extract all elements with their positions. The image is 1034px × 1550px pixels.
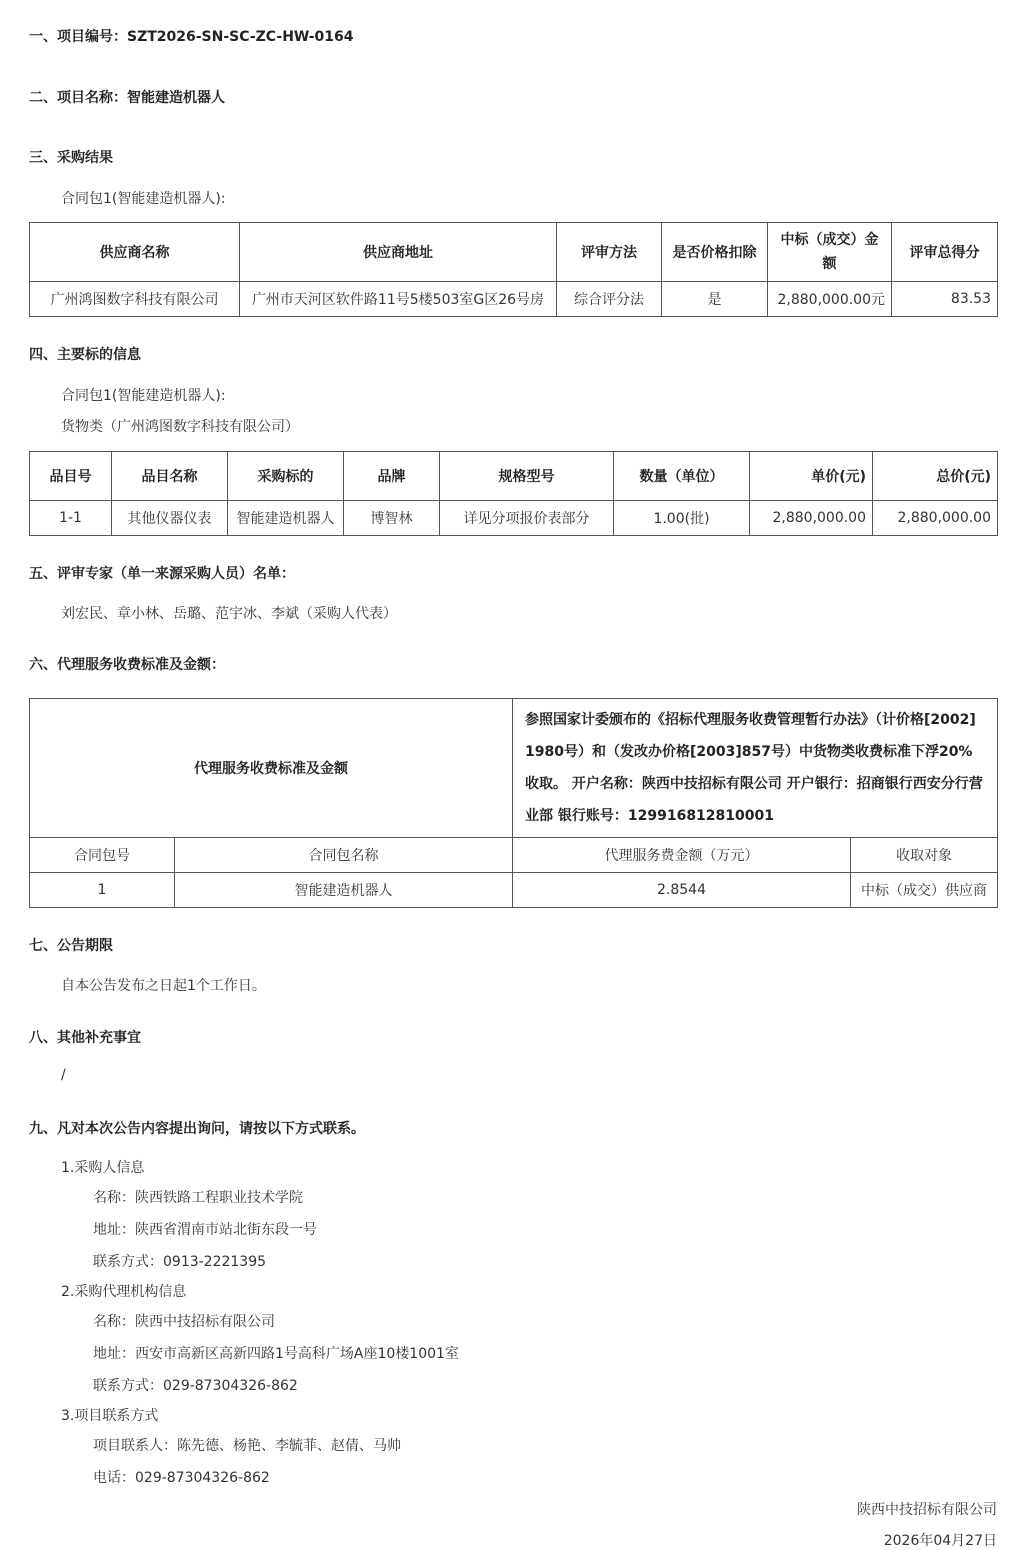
table-cell: 2,880,000.00元 bbox=[768, 282, 892, 317]
col-header: 是否价格扣除 bbox=[662, 223, 768, 282]
col-header: 品目名称 bbox=[112, 452, 228, 501]
col-header: 品牌 bbox=[344, 452, 440, 501]
agency-name: 名称：陕西中技招标有限公司 bbox=[93, 1314, 275, 1330]
table-cell: 83.53 bbox=[892, 282, 998, 317]
table-cell: 是 bbox=[662, 282, 768, 317]
col-header: 合同包名称 bbox=[175, 838, 513, 873]
col-header: 供应商地址 bbox=[240, 223, 557, 282]
col-header: 数量（单位） bbox=[614, 452, 750, 501]
table-row bbox=[30, 282, 998, 317]
footer-organization: 陕西中技招标有限公司 bbox=[857, 1502, 997, 1518]
table-cell: 其他仪器仪表 bbox=[112, 501, 228, 536]
table-cell: 广州鸿图数字科技有限公司 bbox=[30, 282, 240, 317]
col-header: 单价(元) bbox=[750, 452, 873, 501]
col-header: 采购标的 bbox=[228, 452, 344, 501]
table-cell: 2,880,000.00 bbox=[873, 501, 998, 536]
table-cell: 广州市天河区软件路11号5楼503室G区26号房 bbox=[240, 282, 557, 317]
section-procurement-result-title: 三、采购结果 bbox=[29, 150, 113, 166]
section-contact-title: 九、凡对本次公告内容提出询问，请按以下方式联系。 bbox=[29, 1121, 365, 1137]
items-table bbox=[29, 451, 998, 536]
project-contact-phone: 电话：029-87304326-862 bbox=[93, 1470, 270, 1486]
agency-fee-table bbox=[29, 698, 998, 908]
fee-standard-description: 参照国家计委颁布的《招标代理服务收费管理暂行办法》（计价格[2002]1980号）和（发改办价格[2003]857号）中货物类收费标准下浮20%收取。 开户名称：陕西中技招标有限公司 开户银行：招商银行西安分行营业部 银行账号：129916812810001 bbox=[513, 699, 998, 838]
section-other-matters-title: 八、其他补充事宜 bbox=[29, 1030, 141, 1046]
table-row bbox=[30, 873, 998, 908]
project-number: 一、项目编号：SZT2026-SN-SC-ZC-HW-0164 bbox=[29, 29, 354, 45]
fee-standard-label: 代理服务收费标准及金额 bbox=[30, 699, 513, 838]
table-header-row bbox=[30, 838, 998, 873]
col-header: 收取对象 bbox=[851, 838, 998, 873]
experts-names: 刘宏民、章小林、岳璐、范宇冰、李斌（采购人代表） bbox=[61, 606, 397, 622]
col-header: 评审方法 bbox=[557, 223, 662, 282]
table-cell: 智能建造机器人 bbox=[175, 873, 513, 908]
section-main-items-title: 四、主要标的信息 bbox=[29, 347, 141, 363]
section-experts-title: 五、评审专家（单一来源采购人员）名单： bbox=[29, 566, 295, 582]
result-table bbox=[29, 222, 998, 317]
table-cell: 2,880,000.00 bbox=[750, 501, 873, 536]
buyer-address: 地址：陕西省渭南市站北街东段一号 bbox=[93, 1222, 317, 1238]
table-cell: 1.00(批) bbox=[614, 501, 750, 536]
col-header: 评审总得分 bbox=[892, 223, 998, 282]
table-cell: 详见分项报价表部分 bbox=[440, 501, 614, 536]
agency-info-heading: 2.采购代理机构信息 bbox=[61, 1284, 187, 1300]
col-header: 合同包号 bbox=[30, 838, 175, 873]
items-package-label: 合同包1(智能建造机器人): bbox=[61, 388, 226, 404]
buyer-info-heading: 1.采购人信息 bbox=[61, 1160, 145, 1176]
table-cell: 中标（成交）供应商 bbox=[851, 873, 998, 908]
section-notice-period-title: 七、公告期限 bbox=[29, 938, 113, 954]
table-cell: 综合评分法 bbox=[557, 282, 662, 317]
notice-period-text: 自本公告发布之日起1个工作日。 bbox=[61, 978, 266, 994]
agency-address: 地址：西安市高新区高新四路1号高科广场A座10楼1001室 bbox=[93, 1346, 459, 1362]
table-cell: 2.8544 bbox=[513, 873, 851, 908]
footer-date: 2026年04月27日 bbox=[883, 1533, 997, 1549]
table-cell: 1-1 bbox=[30, 501, 112, 536]
col-header: 代理服务费金额（万元） bbox=[513, 838, 851, 873]
col-header: 中标（成交）金额 bbox=[768, 223, 892, 282]
table-header-row bbox=[30, 223, 998, 282]
buyer-name: 名称：陕西铁路工程职业技术学院 bbox=[93, 1190, 303, 1206]
col-header: 规格型号 bbox=[440, 452, 614, 501]
other-matters-text: / bbox=[61, 1067, 66, 1083]
table-cell: 1 bbox=[30, 873, 175, 908]
buyer-phone: 联系方式：0913-2221395 bbox=[93, 1254, 267, 1270]
project-contact-heading: 3.项目联系方式 bbox=[61, 1408, 159, 1424]
section-agency-fee-title: 六、代理服务收费标准及金额： bbox=[29, 657, 225, 673]
col-header: 品目号 bbox=[30, 452, 112, 501]
fee-standard-row bbox=[30, 699, 998, 838]
project-contact-people: 项目联系人：陈先德、杨艳、李毓菲、赵倩、马帅 bbox=[93, 1438, 401, 1454]
result-package-label: 合同包1(智能建造机器人): bbox=[61, 191, 226, 207]
table-row bbox=[30, 501, 998, 536]
col-header: 总价(元) bbox=[873, 452, 998, 501]
col-header: 供应商名称 bbox=[30, 223, 240, 282]
table-header-row bbox=[30, 452, 998, 501]
items-type-label: 货物类（广州鸿图数字科技有限公司） bbox=[61, 419, 299, 435]
agency-phone: 联系方式：029-87304326-862 bbox=[93, 1378, 298, 1394]
project-name: 二、项目名称：智能建造机器人 bbox=[29, 90, 225, 106]
table-cell: 智能建造机器人 bbox=[228, 501, 344, 536]
table-cell: 博智林 bbox=[344, 501, 440, 536]
